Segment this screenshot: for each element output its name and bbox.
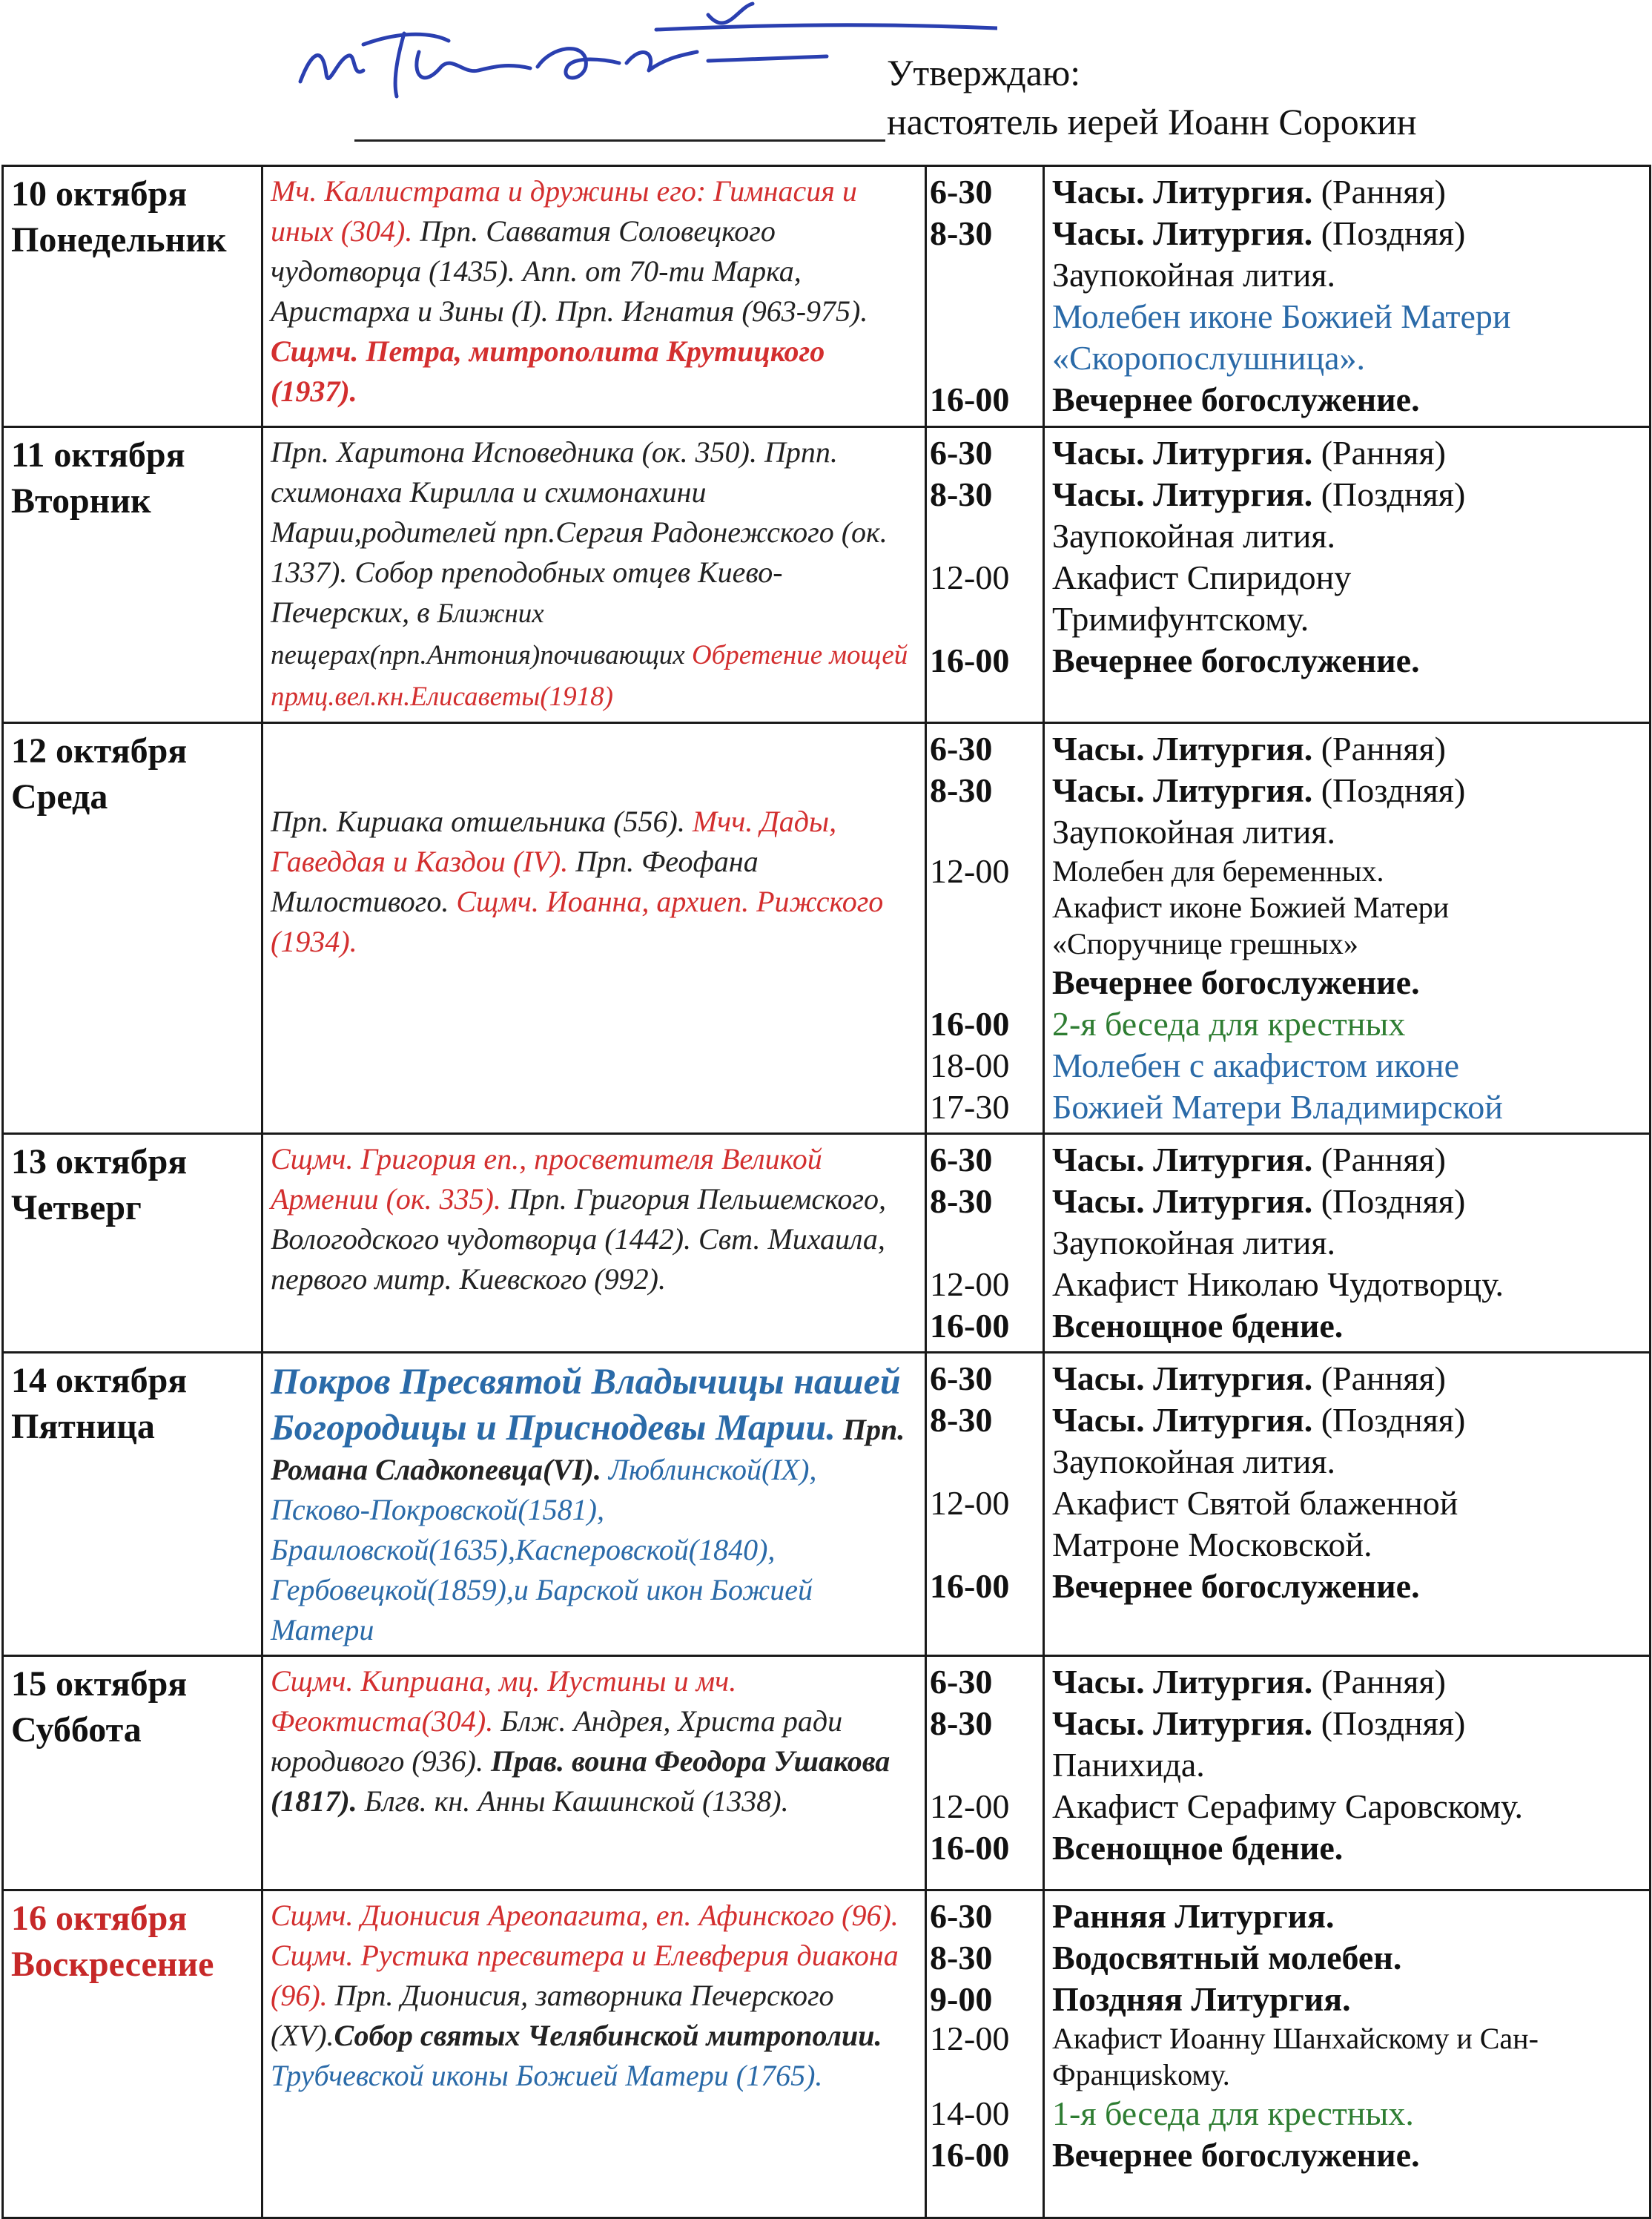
day-date: 12 октября: [11, 731, 188, 771]
service-text: (Ранняя): [1312, 1359, 1446, 1397]
service-text: Всенощное бдение.: [1052, 1829, 1344, 1867]
saint-commemoration: Прав. воина Феодора Ушакова (1817).: [271, 1744, 891, 1818]
saint-commemoration: Прп. Феофана Милостивого.: [271, 845, 759, 918]
service-line: [1052, 1566, 1642, 1607]
service-time: 18-00: [930, 1046, 1010, 1084]
time-cell: [926, 1353, 1044, 1656]
services-cell: [1044, 1656, 1651, 1890]
service-time: [930, 1524, 1035, 1566]
service-time: [930, 962, 1035, 1003]
service-text: «Споручнице грешных»: [1052, 927, 1358, 960]
service-text: Часы. Литургия.: [1052, 434, 1313, 472]
service-text: Ранняя Литургия.: [1052, 1897, 1335, 1935]
service-line: [1052, 1358, 1642, 1399]
service-time: 6-30: [930, 1359, 993, 1397]
service-text: Заупокойная лития.: [1052, 1224, 1336, 1262]
service-time: 6-30: [930, 730, 993, 768]
service-text: Поздняя Литургия.: [1052, 1980, 1351, 2018]
service-time: 8-30: [930, 1704, 993, 1742]
services-cell: [1044, 427, 1651, 723]
day-weekday: Четверг: [11, 1188, 142, 1227]
service-text: (Поздняя): [1312, 214, 1466, 252]
saint-commemoration: Прп. Савватия Соловецкого чудотворца (1435). Апп. от 70-ти Марка, Аристарха и Зины (I). Прп. Игнатия (963-975).: [271, 214, 868, 328]
service-line: [1052, 1827, 1642, 1869]
day-weekday: Понедельник: [11, 220, 227, 260]
day-weekday: Воскресение: [11, 1945, 214, 1984]
saints-cell: [262, 723, 926, 1134]
service-text: Франциskому.: [1052, 2058, 1230, 2091]
service-text: «Скоропослушница».: [1052, 339, 1366, 377]
service-line: [1052, 1896, 1642, 1937]
services-cell: [1044, 166, 1651, 427]
service-text: (Поздняя): [1312, 475, 1466, 513]
service-text: Часы. Литургия.: [1052, 1704, 1313, 1742]
service-text: Часы. Литургия.: [1052, 1359, 1313, 1397]
day-cell: [3, 1134, 262, 1353]
service-line: [1052, 728, 1642, 770]
service-text: (Поздняя): [1312, 771, 1466, 809]
service-line: [1052, 1441, 1642, 1483]
service-line: [1052, 1139, 1642, 1181]
service-time: 9-00: [930, 1980, 993, 2018]
service-text: Часы. Литургия.: [1052, 1663, 1313, 1701]
service-line: [1052, 1524, 1642, 1566]
service-time: 8-30: [930, 1401, 993, 1439]
service-line: [1052, 926, 1642, 962]
service-line: [1052, 1744, 1642, 1786]
service-line: [1052, 1305, 1642, 1347]
service-time: [930, 337, 1035, 379]
service-text: Акафист Святой блаженной: [1052, 1484, 1458, 1522]
saint-commemoration: Прп. Романа Сладкопевца(VI).: [271, 1413, 905, 1486]
services-cell: [1044, 1134, 1651, 1353]
service-line: [1052, 599, 1642, 640]
saint-commemoration: Сщмч. Дионисия Ареопагита, еп. Афинского (96). Сщмч. Рустика пресвитера и Елевферия диакона (96).: [271, 1899, 899, 2012]
service-text: Заупокойная лития.: [1052, 517, 1336, 555]
approve-label: Утверждаю:: [887, 52, 1081, 93]
service-text: Акафист Серафиму Саровскому.: [1052, 1787, 1523, 1825]
service-text: Панихида.: [1052, 1746, 1205, 1784]
service-time: [930, 296, 1035, 337]
service-time: 12-00: [930, 2019, 1010, 2057]
service-time: [930, 1441, 1035, 1483]
day-row: [3, 1134, 1651, 1353]
saint-commemoration: Сщмч. Григория еп., просветителя Великой Армении (ок. 335).: [271, 1142, 822, 1216]
service-time: 8-30: [930, 771, 993, 809]
service-text: Часы. Литургия.: [1052, 173, 1313, 211]
service-line: [1052, 1483, 1642, 1524]
service-text: Вечернее богослужение.: [1052, 380, 1420, 418]
day-row: [3, 1353, 1651, 1656]
service-text: Заупокойная лития.: [1052, 1442, 1336, 1480]
saint-commemoration: Ближних пещерах(прп.Антония)почивающих: [271, 599, 685, 670]
saints-cell: [262, 1353, 926, 1656]
service-text: Часы. Литургия.: [1052, 214, 1313, 252]
service-line: [1052, 770, 1642, 811]
service-line: [1052, 2093, 1642, 2134]
service-line: [1052, 1786, 1642, 1827]
service-text: (Ранняя): [1312, 1663, 1446, 1701]
day-weekday: Вторник: [11, 481, 151, 521]
service-text: (Поздняя): [1312, 1401, 1466, 1439]
day-cell: [3, 427, 262, 723]
service-time: [930, 926, 1035, 962]
saint-commemoration: Сщмч. Петра, митрополита Крутицкого (1937).: [271, 334, 825, 408]
services-cell: [1044, 1353, 1651, 1656]
service-text: Акафист Спиридону: [1052, 558, 1352, 596]
saint-commemoration: Прп. Харитона Исповедника (ок. 350). Прпп. схимонаха Кирилла и схимонахини Марии,родителей прп.Сергия Радонежского (ок. 1337). Собор преподобных отцев Киево-Печерских, в: [271, 435, 888, 629]
service-text: Часы. Литургия.: [1052, 1182, 1313, 1220]
service-time: [930, 2057, 1035, 2093]
service-text: Тримифунтскому.: [1052, 600, 1309, 638]
service-text: Акафист иконе Божией Матери: [1052, 891, 1450, 924]
service-line: [1052, 254, 1642, 296]
approve-person: настоятель иерей Иоанн Сорокин: [887, 101, 1417, 142]
day-row: [3, 1656, 1651, 1890]
service-time: [930, 515, 1035, 557]
service-time: 12-00: [930, 1484, 1010, 1522]
service-text: Божией Матери Владимирской: [1052, 1088, 1503, 1126]
service-line: [1052, 811, 1642, 853]
service-time: 6-30: [930, 1663, 993, 1701]
service-line: [1052, 853, 1642, 889]
signature-line: [354, 139, 885, 142]
service-time: 16-00: [930, 380, 1010, 418]
service-text: (Поздняя): [1312, 1704, 1466, 1742]
service-text: (Ранняя): [1312, 1141, 1446, 1178]
service-line: [1052, 1264, 1642, 1305]
day-date: 16 октября: [11, 1899, 188, 1938]
service-line: [1052, 1222, 1642, 1264]
saint-commemoration: Обретение мощей прмц.вел.кн.Елисаветы(1918): [271, 640, 908, 712]
schedule-table: [1, 165, 1651, 2219]
saints-cell: [262, 1890, 926, 2218]
saint-commemoration: Трубчевской иконы Божией Матери (1765).: [271, 2059, 823, 2092]
service-time: 16-00: [930, 1567, 1010, 1605]
service-text: Часы. Литургия.: [1052, 1401, 1313, 1439]
day-cell: [3, 1890, 262, 2218]
service-text: Часы. Литургия.: [1052, 771, 1313, 809]
service-time: 16-00: [930, 1829, 1010, 1867]
saint-commemoration: Блж. Андрея, Христа ради юродивого (936).: [271, 1704, 843, 1778]
service-time: 16-00: [930, 642, 1010, 679]
saints-cell: [262, 427, 926, 723]
service-text: Вечернее богослужение.: [1052, 963, 1420, 1001]
service-time: 12-00: [930, 1265, 1010, 1303]
saint-commemoration: Блгв. кн. Анны Кашинской (1338).: [357, 1784, 789, 1818]
time-cell: [926, 166, 1044, 427]
service-text: Заупокойная лития.: [1052, 256, 1336, 294]
service-time: 12-00: [930, 558, 1010, 596]
day-cell: [3, 1656, 262, 1890]
service-line: [1052, 1703, 1642, 1744]
time-cell: [926, 1656, 1044, 1890]
saint-commemoration: Люблинской(IX), Псково-Покровской(1581), Браиловской(1635),Касперовской(1840), Гербовецкой(1859),и Барской икон Божией Матери: [271, 1453, 817, 1646]
service-line: [1052, 1087, 1642, 1128]
day-weekday: Суббота: [11, 1710, 142, 1750]
service-line: [1052, 1003, 1642, 1045]
time-cell: [926, 427, 1044, 723]
service-line: [1052, 1399, 1642, 1441]
service-text: (Ранняя): [1312, 434, 1446, 472]
service-line: [1052, 889, 1642, 926]
saint-commemoration: Мчч. Дады, Гаведдая и Каздои (IV).: [271, 805, 837, 878]
service-time: [930, 889, 1035, 926]
service-line: [1052, 1181, 1642, 1222]
day-date: 10 октября: [11, 174, 188, 214]
day-cell: [3, 723, 262, 1134]
day-row: [3, 1890, 1651, 2218]
service-time: 8-30: [930, 214, 993, 252]
service-time: [930, 599, 1035, 640]
service-time: 8-30: [930, 475, 993, 513]
saint-commemoration: Сщмч. Иоанна, архиеп. Рижского (1934).: [271, 885, 884, 958]
service-text: Молебен для беременных.: [1052, 854, 1384, 888]
service-line: [1052, 2134, 1642, 2176]
services-cell: [1044, 1890, 1651, 2218]
time-cell: [926, 723, 1044, 1134]
service-time: [930, 254, 1035, 296]
service-text: Акафист Николаю Чудотворцу.: [1052, 1265, 1504, 1303]
service-line: [1052, 432, 1642, 474]
day-cell: [3, 166, 262, 427]
day-row: [3, 166, 1651, 427]
day-date: 11 октября: [11, 435, 185, 475]
service-text: Вечернее богослужение.: [1052, 2136, 1420, 2174]
service-time: 16-00: [930, 2136, 1010, 2174]
service-time: [930, 811, 1035, 853]
day-date: 15 октября: [11, 1664, 188, 1704]
service-text: Вечернее богослужение.: [1052, 1567, 1420, 1605]
service-text: Вечернее богослужение.: [1052, 642, 1420, 679]
service-text: Молебен иконе Божией Матери: [1052, 297, 1511, 335]
day-cell: [3, 1353, 262, 1656]
service-text: Часы. Литургия.: [1052, 1141, 1313, 1178]
service-line: [1052, 1937, 1642, 1979]
service-time: 8-30: [930, 1182, 993, 1220]
saints-cell: [262, 1656, 926, 1890]
saint-commemoration: Прп. Григория Пельшемского, Вологодского чудотворца (1442). Свт. Михаила, первого митр. Киевского (992).: [271, 1182, 886, 1296]
saint-commemoration: Собор святых Челябинской митрополии.: [334, 2019, 882, 2052]
schedule-body: [3, 166, 1651, 2218]
day-row: [3, 723, 1651, 1134]
saint-commemoration: Прп. Дионисия, затворника Печерского (XV).: [271, 1979, 834, 2052]
service-text: Всенощное бдение.: [1052, 1307, 1344, 1345]
service-time: 6-30: [930, 1141, 993, 1178]
day-row: [3, 427, 1651, 723]
service-text: 1-я беседа для крестных.: [1052, 2094, 1414, 2132]
service-time: 6-30: [930, 1897, 993, 1935]
day-weekday: Пятница: [11, 1407, 155, 1446]
service-time: 6-30: [930, 173, 993, 211]
saint-commemoration: Покров Пресвятой Владычицы нашей Богородицы и Приснодевы Марии.: [271, 1360, 901, 1448]
service-line: [1052, 296, 1642, 337]
service-time: 14-00: [930, 2094, 1010, 2132]
service-line: [1052, 1045, 1642, 1087]
service-line: [1052, 337, 1642, 379]
service-line: [1052, 1979, 1642, 2020]
saints-cell: [262, 166, 926, 427]
service-line: [1052, 2020, 1642, 2057]
service-line: [1052, 1661, 1642, 1703]
service-line: [1052, 213, 1642, 254]
saint-commemoration: Мч. Каллистрата и дружины его: Гимнасия и иных (304).: [271, 174, 857, 248]
service-text: Часы. Литургия.: [1052, 475, 1313, 513]
service-text: Заупокойная лития.: [1052, 813, 1336, 851]
header: [0, 0, 1652, 174]
service-text: (Ранняя): [1312, 173, 1446, 211]
service-time: 12-00: [930, 852, 1010, 890]
service-time: 16-00: [930, 1307, 1010, 1345]
service-time: 8-30: [930, 1939, 993, 1976]
time-cell: [926, 1134, 1044, 1353]
service-line: [1052, 379, 1642, 421]
day-weekday: Среда: [11, 777, 108, 817]
day-date: 13 октября: [11, 1142, 188, 1181]
service-text: (Ранняя): [1312, 730, 1446, 768]
service-time: 16-00: [930, 1005, 1010, 1043]
service-text: Молебен с акафистом иконе: [1052, 1046, 1459, 1084]
services-cell: [1044, 723, 1651, 1134]
service-text: Матроне Московской.: [1052, 1526, 1372, 1563]
service-time: 17-30: [930, 1088, 1010, 1126]
time-cell: [926, 1890, 1044, 2218]
saint-commemoration: Сщмч. Киприана, мц. Иустины и мч. Феоктиста(304).: [271, 1664, 737, 1738]
service-line: [1052, 2057, 1642, 2093]
service-text: Часы. Литургия.: [1052, 730, 1313, 768]
service-line: [1052, 557, 1642, 599]
service-text: Акафист Иоанну Шанхайскому и Сан-: [1052, 2022, 1539, 2055]
service-line: [1052, 171, 1642, 213]
service-text: Водосвятный молебен.: [1052, 1939, 1402, 1976]
service-line: [1052, 962, 1642, 1003]
service-time: [930, 1744, 1035, 1786]
saint-commemoration: Прп. Кириака отшельника (556).: [271, 805, 693, 838]
service-time: [930, 1222, 1035, 1264]
service-line: [1052, 640, 1642, 682]
service-line: [1052, 515, 1642, 557]
saints-cell: [262, 1134, 926, 1353]
service-text: 2-я беседа для крестных: [1052, 1005, 1406, 1043]
service-line: [1052, 474, 1642, 515]
service-time: 12-00: [930, 1787, 1010, 1825]
day-date: 14 октября: [11, 1361, 188, 1400]
service-text: (Поздняя): [1312, 1182, 1466, 1220]
service-time: 6-30: [930, 434, 993, 472]
